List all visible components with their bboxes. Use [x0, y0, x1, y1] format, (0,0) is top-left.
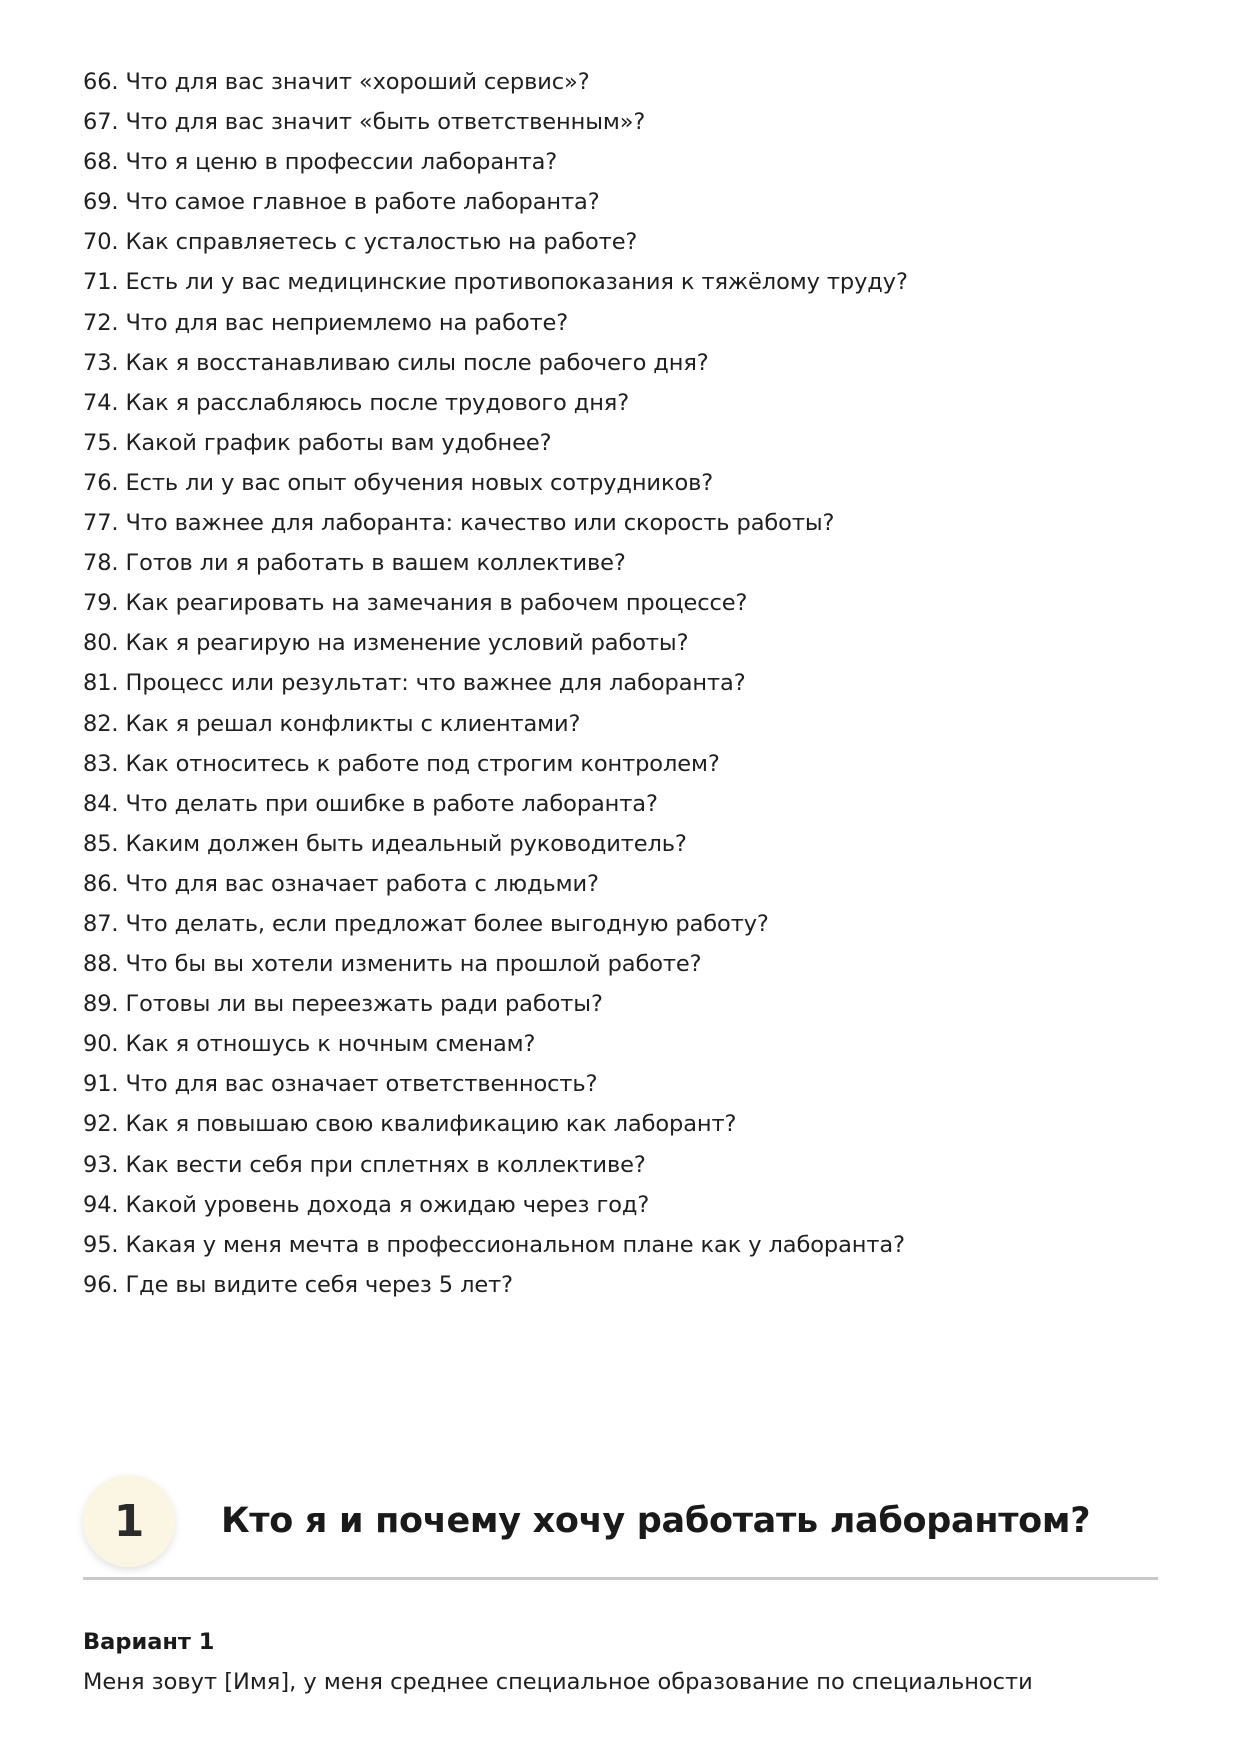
- list-item: 86. Что для вас означает работа с людьми?: [83, 870, 599, 897]
- variant-label: Вариант 1: [83, 1629, 215, 1655]
- list-item: 68. Что я ценю в профессии лаборанта?: [83, 149, 558, 176]
- list-item: 94. Какой уровень дохода я ожидаю через год?: [83, 1191, 650, 1218]
- section-title: Кто я и почему хочу работать лаборантом?: [221, 1501, 1091, 1541]
- list-item: 93. Как вести себя при сплетнях в коллективе?: [83, 1151, 646, 1178]
- variant-text: Меня зовут [Имя], у меня среднее специальное образование по специальности: [83, 1669, 1033, 1695]
- list-item: 72. Что для вас неприемлемо на работе?: [83, 309, 569, 336]
- list-item: 82. Как я решал конфликты с клиентами?: [83, 710, 581, 737]
- list-item: 84. Что делать при ошибке в работе лаборанта?: [83, 790, 658, 817]
- list-item: 89. Готовы ли вы переезжать ради работы?: [83, 991, 603, 1018]
- list-item: 91. Что для вас означает ответственность?: [83, 1071, 598, 1098]
- list-item: 92. Как я повышаю свою квалификацию как лаборант?: [83, 1111, 737, 1138]
- section-header: [83, 1475, 1158, 1581]
- list-item: 69. Что самое главное в работе лаборанта?: [83, 189, 600, 216]
- list-item: 70. Как справляетесь с усталостью на работе?: [83, 229, 638, 256]
- list-item: 78. Готов ли я работать в вашем коллективе?: [83, 550, 626, 577]
- list-item: 80. Как я реагирую на изменение условий работы?: [83, 630, 689, 657]
- list-item: 83. Как относитесь к работе под строгим контролем?: [83, 750, 720, 777]
- list-item: 87. Что делать, если предложат более выгодную работу?: [83, 910, 769, 937]
- list-item: 67. Что для вас значит «быть ответственным»?: [83, 109, 646, 136]
- list-item: 77. Что важнее для лаборанта: качество или скорость работы?: [83, 510, 835, 537]
- section-divider: [83, 1577, 1158, 1580]
- list-item: 95. Какая у меня мечта в профессиональном плане как у лаборанта?: [83, 1231, 905, 1258]
- list-item: 74. Как я расслабляюсь после трудового дня?: [83, 389, 630, 416]
- list-item: 81. Процесс или результат: что важнее для лаборанта?: [83, 670, 746, 697]
- list-item: 88. Что бы вы хотели изменить на прошлой работе?: [83, 951, 702, 978]
- list-item: 96. Где вы видите себя через 5 лет?: [83, 1271, 513, 1298]
- questions-list: [83, 62, 908, 1305]
- list-item: 66. Что для вас значит «хороший сервис»?: [83, 69, 590, 95]
- list-item: 90. Как я отношусь к ночным сменам?: [83, 1031, 536, 1058]
- list-item: 75. Какой график работы вам удобнее?: [83, 429, 552, 456]
- list-item: 73. Как я восстанавливаю силы после рабочего дня?: [83, 349, 709, 376]
- list-item: 85. Каким должен быть идеальный руководитель?: [83, 830, 687, 857]
- list-item: 79. Как реагировать на замечания в рабочем процессе?: [83, 590, 748, 617]
- list-item: 76. Есть ли у вас опыт обучения новых сотрудников?: [83, 469, 714, 496]
- list-item: 71. Есть ли у вас медицинские противопоказания к тяжёлому труду?: [83, 269, 908, 296]
- section-number-badge: 1: [83, 1475, 175, 1567]
